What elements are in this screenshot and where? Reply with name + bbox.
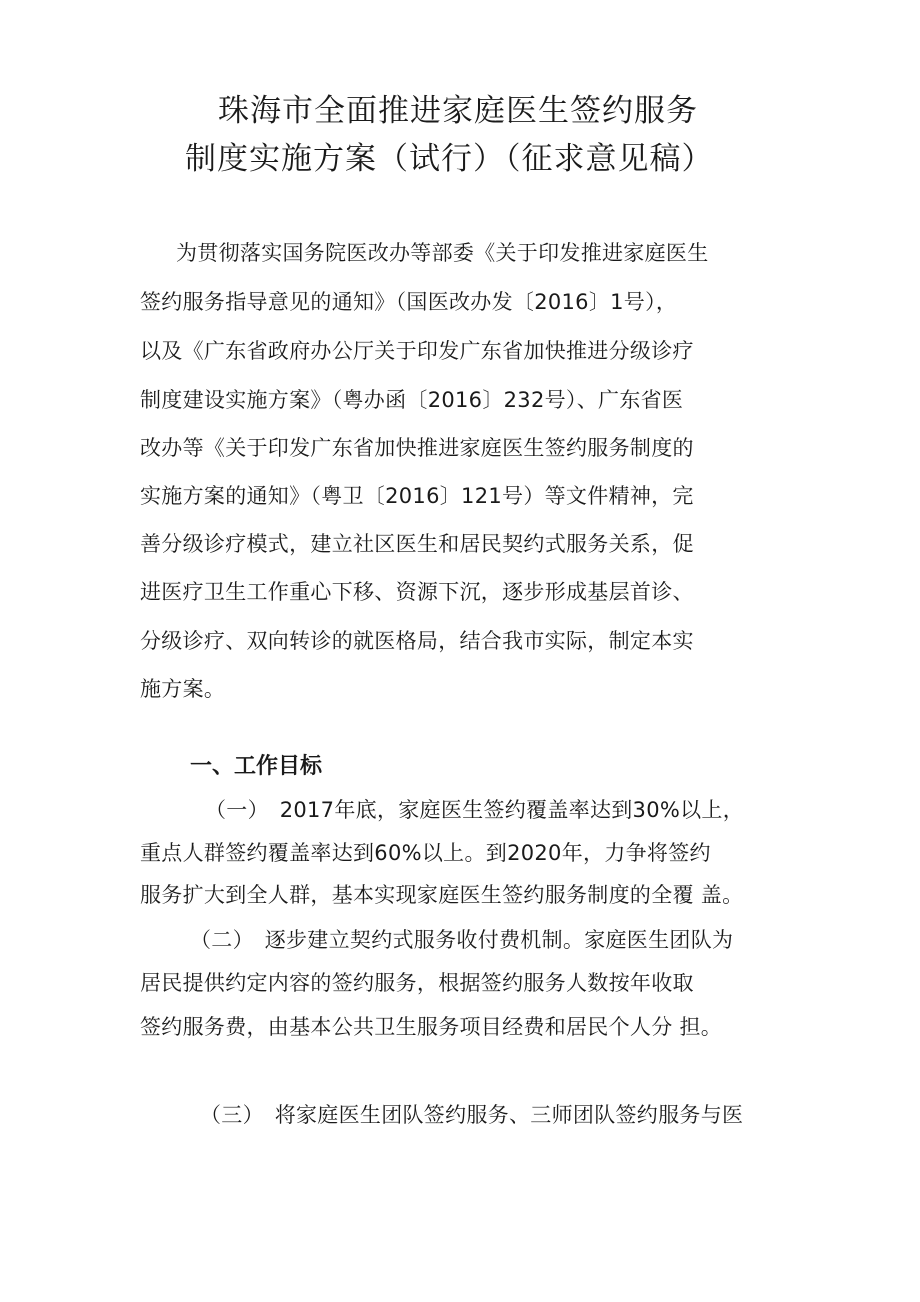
intro-line: 签约服务指导意见的通知》（国医改办发〔2016〕1号）， [140, 290, 678, 314]
goal-item-line: 重点人群签约覆盖率达到60%以上。到2020年，力争将签约 [140, 841, 711, 865]
intro-line: 制度建设实施方案》（粤办函〔2016〕232号）、广东省医 [140, 388, 684, 412]
intro-line: 进医疗卫生工作重心下移、资源下沉，逐步形成基层首诊、 [140, 580, 694, 604]
intro-line: 善分级诊疗模式，建立社区医生和居民契约式服务关系，促 [140, 532, 694, 556]
goal-item-line: 服务扩大到全人群，基本实现家庭医生签约服务制度的全覆 盖。 [140, 883, 744, 907]
goal-item-line: 居民提供约定内容的签约服务，根据签约服务人数按年收取 [140, 971, 694, 995]
goal-item-line: （三） 将家庭医生团队签约服务、三师团队签约服务与医 [200, 1103, 744, 1127]
intro-line: 以及《广东省政府办公厅关于印发广东省加快推进分级诊疗 [140, 339, 694, 363]
goal-item-line: 签约服务费，由基本公共卫生服务项目经费和居民个人分 担。 [140, 1015, 723, 1039]
document-title-line-1: 珠海市全面推进家庭医生签约服务 [218, 93, 698, 129]
intro-line: 施方案。 [140, 677, 226, 701]
intro-line: 分级诊疗、双向转诊的就医格局，结合我市实际，制定本实 [140, 629, 694, 653]
goal-item-line: （二） 逐步建立契约式服务收付费机制。家庭医生团队为 [190, 928, 734, 952]
intro-line: 为贯彻落实国务院医改办等部委《关于印发推进家庭医生 [176, 241, 709, 265]
intro-line: 实施方案的通知》（粤卫〔2016〕121号）等文件精神，完 [140, 484, 694, 508]
intro-line: 改办等《关于印发广东省加快推进家庭医生签约服务制度的 [140, 436, 694, 460]
document-title-line-2: 制度实施方案（试行）（征求意见稿） [185, 141, 714, 177]
section-heading-work-goals: 一、工作目标 [190, 754, 323, 779]
goal-item-line: （一） 2017年底，家庭医生签约覆盖率达到30%以上， [205, 798, 745, 822]
